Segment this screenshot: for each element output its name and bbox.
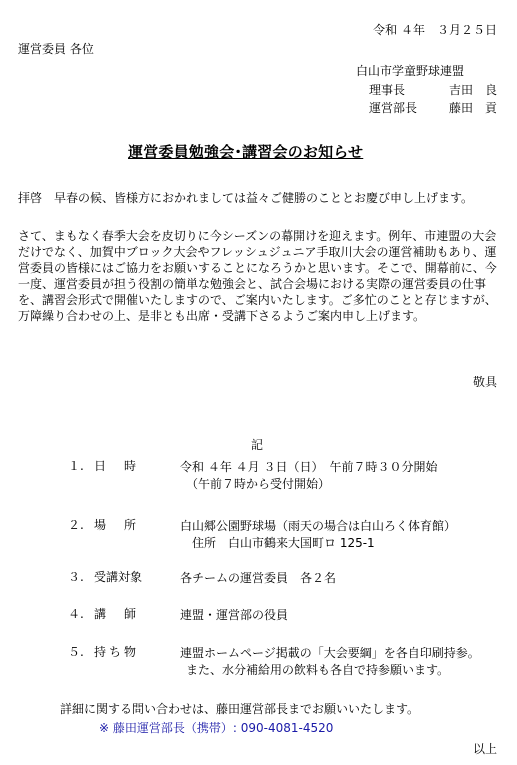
signatory-title: 理事長 bbox=[369, 83, 406, 97]
contact-note: 詳細に関する問い合わせは、藤田運営部長までお願いいたします。 bbox=[60, 702, 420, 716]
item-content bbox=[180, 459, 437, 493]
item-label: 講 師 bbox=[94, 607, 140, 621]
item-label: 場 所 bbox=[94, 518, 140, 532]
closing-word: 敬具 bbox=[472, 375, 497, 389]
item-line: 白山郷公園野球場（雨天の場合は白山ろく体育館） bbox=[180, 519, 457, 533]
item-content bbox=[180, 518, 456, 552]
greeting-line: 拝啓 早春の候、皆様方におかれましては益々ご健勝のこととお慶び申し上げます。 bbox=[18, 191, 474, 205]
signatory-title: 運営部長 bbox=[369, 101, 418, 115]
item-line: 住所 白山市鶴来大国町ロ 125-1 bbox=[192, 536, 375, 550]
item-line: また、水分補給用の飲料も各自で持参願います。 bbox=[186, 663, 450, 677]
recipient: 運営委員 各位 bbox=[18, 42, 94, 56]
item-number: １. bbox=[68, 459, 84, 473]
item-content bbox=[180, 645, 480, 679]
item-number: ２. bbox=[68, 518, 84, 532]
item-line: 令和 ４年 ４月 ３日（日） 午前７時３０分開始 bbox=[180, 460, 438, 474]
document-date: 令和 ４年 ３月２５日 bbox=[373, 23, 497, 37]
item-content bbox=[180, 570, 336, 587]
item-label: 受講対象 bbox=[94, 570, 143, 584]
item-content bbox=[180, 607, 288, 624]
item-label: 持ち物 bbox=[94, 645, 140, 659]
item-number: ３. bbox=[68, 570, 84, 584]
signatory-name: 吉田 良 bbox=[449, 83, 498, 97]
item-number: ５. bbox=[68, 645, 84, 659]
body-text bbox=[18, 190, 500, 324]
organization-name: 白山市学童野球連盟 bbox=[356, 64, 465, 78]
item-line: 連盟・運営部の役員 bbox=[180, 608, 289, 622]
document-title: 運営委員勉強会･講習会のお知らせ bbox=[128, 143, 364, 161]
item-line: （午前７時から受付開始） bbox=[186, 477, 331, 491]
item-number: ４. bbox=[68, 607, 84, 621]
signatory-name: 藤田 貢 bbox=[449, 101, 498, 115]
item-line: 連盟ホームページ掲載の「大会要綱」を各自印刷持参。 bbox=[180, 646, 480, 660]
ending-word: 以上 bbox=[472, 742, 497, 756]
ki-heading: 記 bbox=[251, 438, 264, 452]
item-label: 日 時 bbox=[94, 459, 140, 473]
item-line: 各チームの運営委員 各２名 bbox=[180, 571, 337, 585]
contact-phone: ※ 藤田運営部長（携帯）: 090-4081-4520 bbox=[99, 721, 334, 735]
main-paragraph: さて、まもなく春季大会を皮切りに今シーズンの幕開けを迎えます。例年、市連盟の大会だけでなく、加賀中ブロック大会やフレッシュジュニア手取川大会の運営補助もあり、運営委員の皆様にはご協力をお願いすることになろうかと思います。そこで、開幕前に、今一度、運営委員が担う役割の簡単な勉強会と、試合会場における実際の運営委員の仕事を、講習会形式で開催いたしますので、ご案内いたします。ご多忙のことと存じますが、万障繰り合わせの上、是非とも出席・受講下さるようご案内申し上げます。 bbox=[18, 229, 497, 323]
